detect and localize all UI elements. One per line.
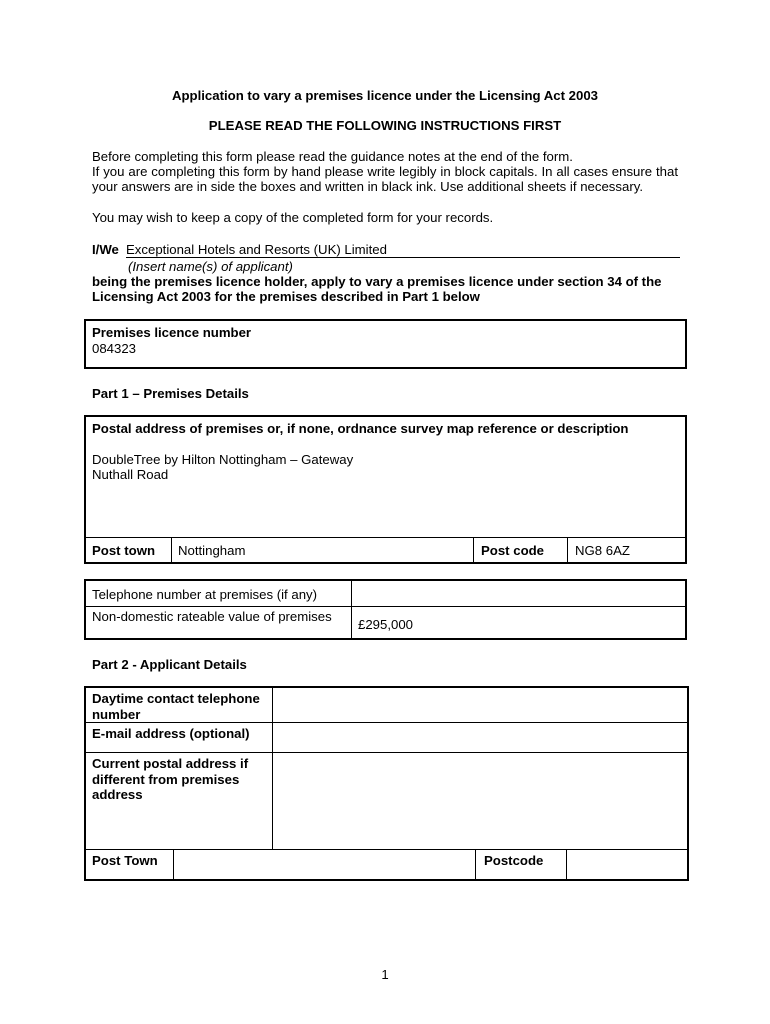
applicant-post-town-label: Post Town [92,853,158,868]
licence-number-value[interactable]: 084323 [92,341,137,356]
instructions-line-1: Before completing this form please read the guidance notes at the end of the form. [92,149,573,164]
applicant-postcode-label: Postcode [484,853,544,868]
current-address-label: Current postal address if different from premises address [92,756,249,802]
premises-post-town-label: Post town [92,543,156,558]
divider [567,537,568,563]
divider [85,849,688,850]
declaration-text: being the premises licence holder, apply to vary a premises licence under section 34 of the Licensing Act 2003 for the premises described in Part 1 below [92,274,662,305]
instructions-line-3: You may wish to keep a copy of the completed form for your records. [92,210,494,225]
divider [475,849,476,880]
divider [566,849,567,880]
part1-heading: Part 1 – Premises Details [92,386,249,401]
divider [473,537,474,563]
daytime-telephone-label: Daytime contact telephone number [92,691,260,722]
divider [173,849,174,880]
post-town-row-divider [85,537,686,538]
divider [85,752,688,753]
premises-address-line-2[interactable]: Nuthall Road [92,467,169,482]
premises-address-line-1[interactable]: DoubleTree by Hilton Nottingham – Gateway [92,452,354,467]
divider [85,606,686,607]
divider [351,580,352,639]
page-number: 1 [381,967,389,982]
premises-address-label: Postal address of premises or, if none, ordnance survey map reference or description [92,421,629,436]
applicant-hint: (Insert name(s) of applicant) [128,259,293,274]
premises-telephone-label: Telephone number at premises (if any) [92,587,318,602]
instructions-line-2: If you are completing this form by hand please write legibly in block capitals. In all cases ensure that your answers are in side the boxes and written in black ink. Use additional sheets if necessary. [92,164,678,195]
licence-number-label: Premises licence number [92,325,252,340]
divider [85,722,688,723]
divider [272,687,273,850]
email-label: E-mail address (optional) [92,726,250,741]
divider [171,537,172,563]
applicant-name-underline [126,257,680,258]
form-title: Application to vary a premises licence under the Licensing Act 2003 [171,88,599,103]
premises-post-code-value[interactable]: NG8 6AZ [575,543,630,558]
part2-heading: Part 2 - Applicant Details [92,657,247,672]
applicant-name[interactable]: Exceptional Hotels and Resorts (UK) Limited [126,242,387,257]
iwe-label: I/We [92,242,119,257]
premises-post-town-value[interactable]: Nottingham [178,543,246,558]
instructions-heading: PLEASE READ THE FOLLOWING INSTRUCTIONS FIRST [208,118,562,133]
rateable-value-label: Non-domestic rateable value of premises [92,609,332,624]
rateable-value[interactable]: £295,000 [358,617,414,632]
premises-post-code-label: Post code [481,543,545,558]
premises-address-box [84,415,687,564]
